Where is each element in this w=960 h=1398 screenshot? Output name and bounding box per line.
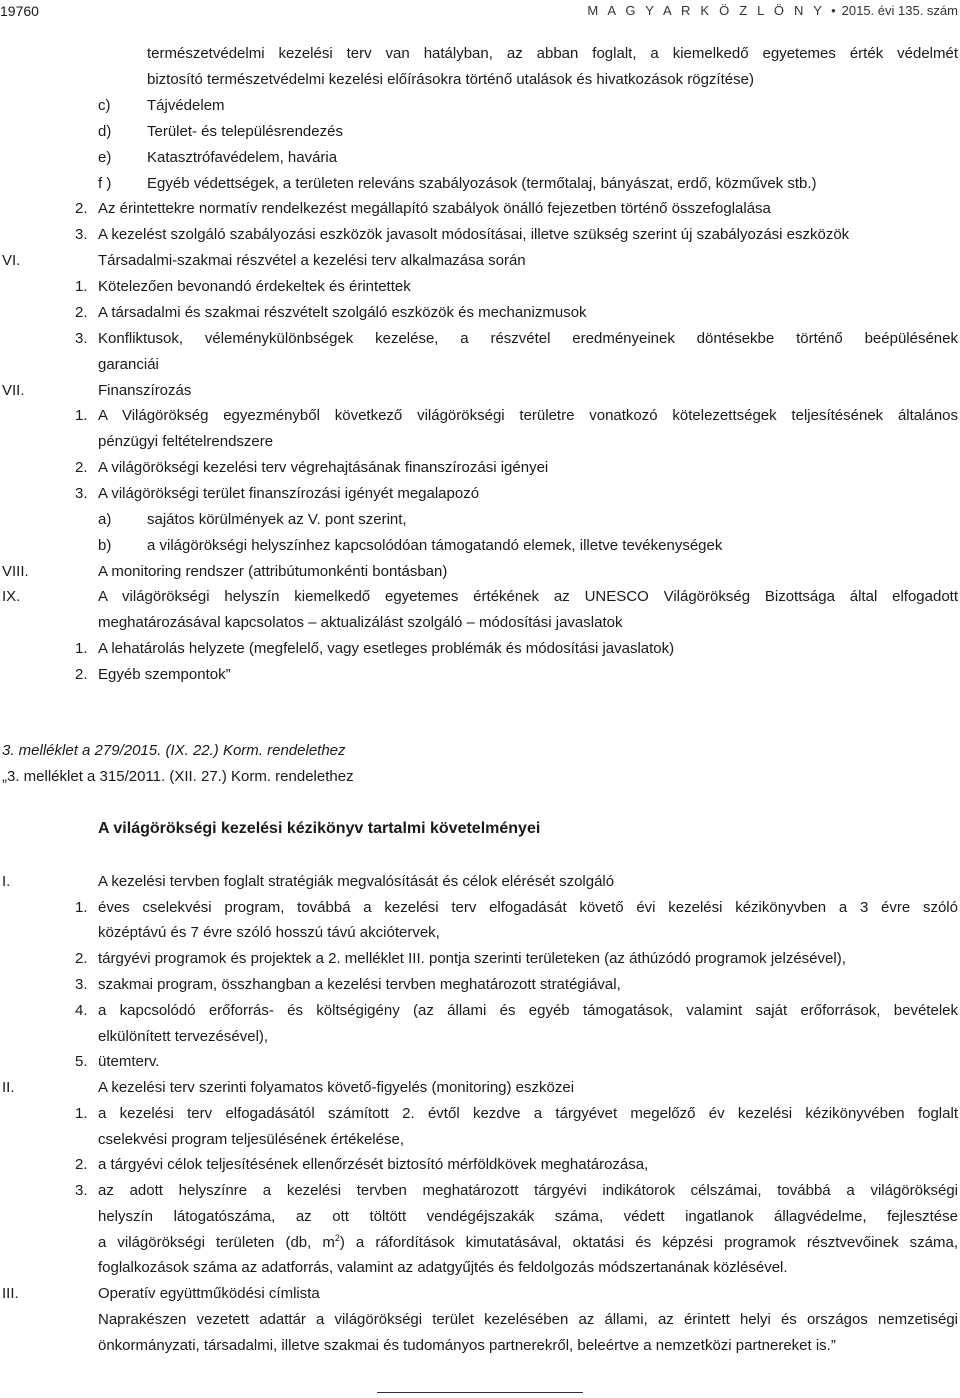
annex-reference-original: „3. melléklet a 315/2011. (XII. 27.) Korm. rendelethez bbox=[2, 768, 354, 785]
list-marker: 4. bbox=[75, 1002, 88, 1019]
list-item: Terület- és településrendezés bbox=[147, 123, 343, 140]
list-item-continuation: középtávú és 7 évre szóló hosszú távú akciótervek, bbox=[98, 924, 440, 941]
issue-label: 2015. évi 135. szám bbox=[841, 3, 958, 18]
list-marker: f ) bbox=[98, 175, 112, 192]
list-item: A lehatárolás helyzete (megfelelő, vagy esetleges problémák és módosítási javaslatok) bbox=[98, 640, 675, 657]
list-item: Az érintettekre normatív rendelkezést megállapító szabályok önálló fejezetben történő összefoglalása bbox=[98, 200, 771, 217]
list-marker: 2. bbox=[75, 200, 88, 217]
paragraph-line: Naprakészen vezetett adattár a világörökségi terület kezelésében az állami, az érintett helyi és országos nemzetiségi bbox=[98, 1311, 958, 1328]
list-item: A világörökségi terület finanszírozási igényét megalapozó bbox=[98, 485, 480, 502]
list-marker: 1. bbox=[75, 278, 88, 295]
section-number: II. bbox=[2, 1079, 15, 1096]
journal-name: M A G Y A R K Ö Z L Ö N Y bbox=[587, 3, 826, 18]
list-item: sajátos körülmények az V. pont szerint, bbox=[147, 511, 407, 528]
section-title: A monitoring rendszer (attribútumonkénti bontásban) bbox=[98, 563, 448, 580]
continuation-line: biztosító természetvédelmi kezelési előírásokra történő utalások és hivatkozások rögzítése) bbox=[147, 71, 754, 88]
list-item: A kezelést szolgáló szabályozási eszközök javasolt módosításai, illetve szükség szerint új szabályozási eszközök bbox=[98, 226, 850, 243]
list-item-continuation: foglalkozások száma az adatforrás, valamint az adatgyűjtés és feldolgozás módszertanának közlésével. bbox=[98, 1259, 788, 1276]
list-item: ütemterv. bbox=[98, 1053, 160, 1070]
list-marker: 3. bbox=[75, 226, 88, 243]
annex-reference: 3. melléklet a 279/2015. (IX. 22.) Korm. rendelethez bbox=[2, 742, 346, 759]
list-marker: b) bbox=[98, 537, 112, 554]
list-item-continuation: garanciái bbox=[98, 356, 159, 373]
section-title: Operatív együttműködési címlista bbox=[98, 1285, 320, 1302]
list-item: a kapcsolódó erőforrás- és költségigény (az állami és egyéb támogatások, valamint saját erőforrások, bevételek bbox=[98, 1002, 958, 1019]
list-item: tárgyévi programok és projektek a 2. melléklet III. pontja szerinti területeken (az áthúzódó programok jelzésével), bbox=[98, 950, 846, 967]
list-item: szakmai program, összhangban a kezelési tervben meghatározott stratégiával, bbox=[98, 976, 621, 993]
annex-title: A világörökségi kezelési kézikönyv tartalmi követelményei bbox=[98, 820, 541, 837]
list-item: az adott helyszínre a kezelési tervben meghatározott tárgyévi indikátorok célszámai, továbbá a világörökségi bbox=[98, 1182, 958, 1199]
list-item: A társadalmi és szakmai részvételt szolgáló eszközök és mechanizmusok bbox=[98, 304, 587, 321]
section-number: VII. bbox=[2, 382, 25, 399]
list-item: Egyéb szempontok” bbox=[98, 666, 231, 683]
page-header bbox=[0, 0, 960, 22]
list-marker: 2. bbox=[75, 950, 88, 967]
list-marker: 5. bbox=[75, 1053, 88, 1070]
list-marker: 1. bbox=[75, 1105, 88, 1122]
list-marker: 2. bbox=[75, 1156, 88, 1173]
list-item: A Világörökség egyezményből következő világörökségi területre vonatkozó kötelezettségek teljesítésének általános bbox=[98, 407, 958, 424]
section-number: III. bbox=[2, 1285, 19, 1302]
footer-rule bbox=[377, 1392, 583, 1393]
section-title: Finanszírozás bbox=[98, 382, 192, 399]
list-item: Konfliktusok, véleménykülönbségek kezelése, a részvétel eredményeinek döntésekbe történő beépülésének bbox=[98, 330, 958, 347]
section-title: A világörökségi helyszín kiemelkedő egyetemes értékének az UNESCO Világörökség Bizottsága által elfogadott bbox=[98, 588, 958, 605]
list-item: Tájvédelem bbox=[147, 97, 225, 114]
list-marker: 2. bbox=[75, 666, 88, 683]
list-marker: a) bbox=[98, 511, 112, 528]
list-marker: 1. bbox=[75, 640, 88, 657]
list-item: Katasztrófavédelem, havária bbox=[147, 149, 338, 166]
page-number: 19760 bbox=[0, 3, 39, 19]
paragraph-line: önkormányzati, társadalmi, illetve szakmai és tudományos partnerekről, beleértve a nemzetközi partnereket is.” bbox=[98, 1337, 836, 1354]
list-marker: 1. bbox=[75, 899, 88, 916]
list-item-continuation: elkülönített tervezésével), bbox=[98, 1028, 269, 1045]
section-title: A kezelési tervben foglalt stratégiák megvalósítását és célok elérését szolgáló bbox=[98, 873, 615, 890]
list-marker: 2. bbox=[75, 459, 88, 476]
list-marker: 2. bbox=[75, 304, 88, 321]
list-marker: 3. bbox=[75, 330, 88, 347]
section-title-continuation: meghatározásával kapcsolatos – aktualizálást szolgáló – módosítási javaslatok bbox=[98, 614, 623, 631]
list-item: éves cselekvési program, továbbá a kezelési terv elfogadását követő évi kezelési kézikönyvben a 3 évre szóló bbox=[98, 899, 958, 916]
section-title: Társadalmi-szakmai részvétel a kezelési terv alkalmazása során bbox=[98, 252, 526, 269]
section-number: VIII. bbox=[2, 563, 29, 580]
list-marker: c) bbox=[98, 97, 111, 114]
list-marker: 3. bbox=[75, 485, 88, 502]
list-marker: 1. bbox=[75, 407, 88, 424]
list-item: Kötelezően bevonandó érdekeltek és érintettek bbox=[98, 278, 411, 295]
section-number: VI. bbox=[2, 252, 21, 269]
continuation-line: természetvédelmi kezelési terv van hatályban, az abban foglalt, a kiemelkedő egyetemes érték védelmét bbox=[147, 45, 958, 62]
list-marker: 3. bbox=[75, 1182, 88, 1199]
bullet-separator: • bbox=[831, 3, 836, 18]
section-number: I. bbox=[2, 873, 11, 890]
list-item-continuation: cselekvési program teljesülésének értékelése, bbox=[98, 1131, 404, 1148]
list-marker: e) bbox=[98, 149, 112, 166]
list-item: a világörökségi helyszínhez kapcsolódóan támogatandó elemek, illetve tevékenységek bbox=[147, 537, 723, 554]
section-number: IX. bbox=[2, 588, 21, 605]
journal-info bbox=[587, 3, 958, 18]
list-item: a kezelési terv elfogadásától számított 2. évtől kezdve a tárgyévet megelőző év kezelési kézikönyvében foglalt bbox=[98, 1105, 958, 1122]
list-marker: 3. bbox=[75, 976, 88, 993]
list-item-continuation: a világörökségi területen (db, $m^2$) a ráfordítások kimutatásával, oktatási és képzési programok résztvevőinek száma, bbox=[98, 1233, 958, 1251]
list-item: a tárgyévi célok teljesítésének ellenőrzését biztosító mérföldkövek meghatározása, bbox=[98, 1156, 649, 1173]
list-item: A világörökségi kezelési terv végrehajtásának finanszírozási igényei bbox=[98, 459, 549, 476]
list-item-continuation: pénzügyi feltételrendszere bbox=[98, 433, 274, 450]
list-item: Egyéb védettségek, a területen releváns szabályozások (termőtalaj, bányászat, erdő, közművek stb.) bbox=[147, 175, 817, 192]
list-item-continuation: helyszín látogatószáma, az ott töltött vendégéjszakák száma, védett ingatlanok állagvédelme, fejlesztése bbox=[98, 1208, 958, 1225]
list-marker: d) bbox=[98, 123, 112, 140]
section-title: A kezelési terv szerinti folyamatos követő-figyelés (monitoring) eszközei bbox=[98, 1079, 575, 1096]
superscript: 2 bbox=[334, 1233, 340, 1243]
